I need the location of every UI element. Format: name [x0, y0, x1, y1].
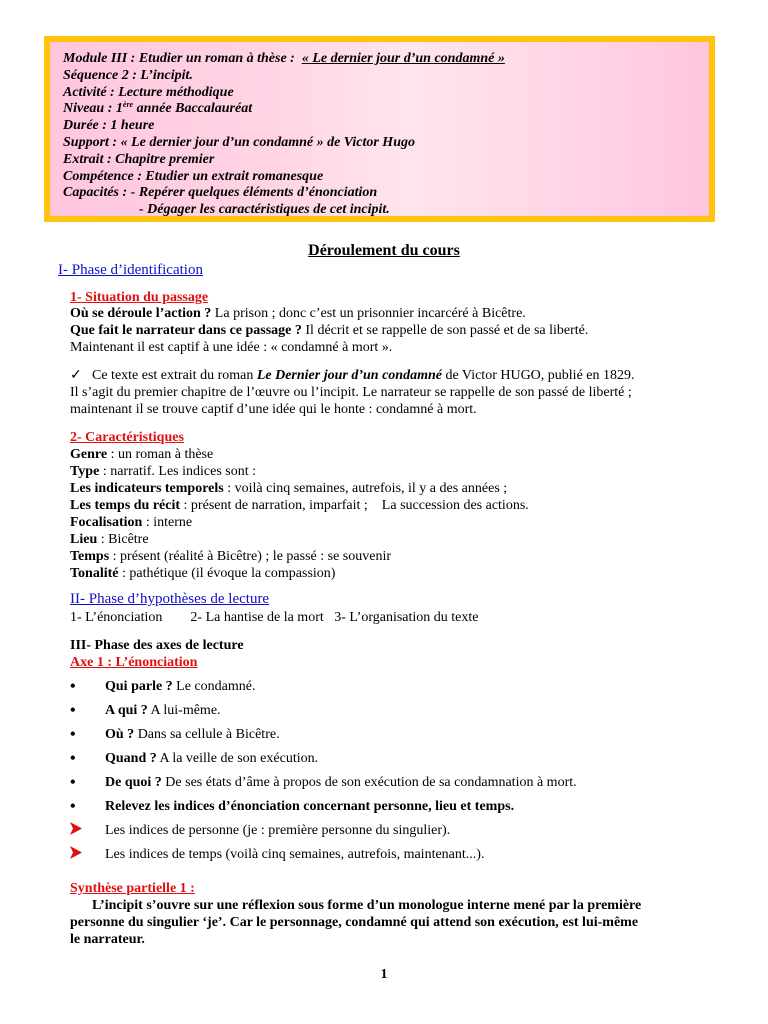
hypotheses-line: 1- L’énonciation 2- La hantise de la mort 3- L’organisation du texte [70, 610, 479, 625]
sequence-line: Séquence 2 : L’incipit. [63, 67, 193, 83]
axis1-heading: Axe 1 : L’énonciation [70, 655, 198, 670]
characteristics-list [70, 446, 730, 582]
arrow-bullet-icon [70, 822, 90, 839]
course-info-box [44, 36, 715, 222]
phase3-heading: III- Phase des axes de lecture [70, 638, 244, 653]
list-item: • Quand ? A la veille de son exécution. [70, 750, 319, 767]
questions-list [70, 678, 730, 870]
question-2: Que fait le narrateur dans ce passage ? Il décrit et se rappelle de son passé et de sa liberté. [70, 323, 589, 338]
check-icon: ✓ [70, 368, 82, 383]
char-item: Les indicateurs temporels : voilà cinq semaines, autrefois, il y a des années ; [70, 481, 508, 496]
page-title: Déroulement du cours [308, 242, 460, 259]
bullet-icon: • [70, 702, 76, 719]
phase2-heading: II- Phase d’hypothèses de lecture [70, 591, 270, 607]
list-item: Les indices de temps (voilà cinq semaines, autrefois, maintenant...). [70, 846, 730, 870]
support-line: Support : « Le dernier jour d’un condamné » de Victor Hugo [63, 134, 415, 150]
synthesis-heading: Synthèse partielle 1 : [70, 881, 195, 896]
situation-line-3: Maintenant il est captif à une idée : « condamné à mort ». [70, 340, 393, 355]
char-item: Lieu : Bicêtre [70, 532, 149, 547]
list-item: • De quoi ? De ses états d’âme à propos de son exécution de sa condamnation à mort. [70, 774, 577, 791]
synthesis-text: L’incipit s’ouvre sur une réflexion sous forme d’un monologue interne mené par la première personne du singulier ‘je’. Car le personnage, condamné qui attend son exécution, est lui-même le narrateur. [70, 898, 642, 947]
list-item: • Qui parle ? Le condamné. [70, 678, 256, 695]
bullet-icon: • [70, 726, 76, 743]
activity-line: Activité : Lecture méthodique [63, 84, 234, 100]
characteristics-heading: 2- Caractéristiques [70, 430, 184, 445]
question-1: Où se déroule l’action ? La prison ; donc c’est un prisonnier incarcéré à Bicêtre. [70, 306, 526, 321]
module-line: Module III : Etudier un roman à thèse : « Le dernier jour d’un condamné » [63, 51, 505, 66]
phase1-heading: I- Phase d’identification [58, 262, 203, 278]
bullet-icon: • [70, 774, 76, 791]
char-item: Tonalité : pathétique (il évoque la compassion) [70, 566, 336, 581]
duration-line: Durée : 1 heure [63, 118, 155, 134]
capacities-line-1: Capacités : - Repérer quelques éléments d’énonciation [63, 185, 378, 201]
bullet-icon: • [70, 750, 76, 767]
list-item: • Où ? Dans sa cellule à Bicêtre. [70, 726, 280, 743]
page-number: 1 [380, 967, 388, 982]
situation-text [70, 305, 730, 356]
capacities-line-2: - Dégager les caractéristiques de cet incipit. [139, 202, 390, 218]
list-item: • A qui ? A lui-même. [70, 702, 221, 719]
char-item: Focalisation : interne [70, 515, 193, 530]
competence-line: Compétence : Etudier un extrait romanesque [63, 168, 324, 184]
situation-heading: 1- Situation du passage [70, 290, 209, 305]
char-item: Les temps du récit : présent de narration, imparfait ; La succession des actions. [70, 498, 529, 513]
list-item: • Relevez les indices d’énonciation concernant personne, lieu et temps. [70, 798, 515, 815]
extract-paragraph: ✓ Ce texte est extrait du roman Le Dernier jour d’un condamné de Victor HUGO, publié en 1829. Il s’agit du premier chapitre de l’œuvre ou l’incipit. Le narrateur se rappelle de son passé de liberté ; maintenant il se trouve captif d’une idée qui le honte : condamné à mort. [70, 368, 635, 417]
excerpt-line: Extrait : Chapitre premier [63, 151, 215, 167]
char-item: Temps : présent (réalité à Bicêtre) ; le passé : se souvenir [70, 549, 392, 564]
char-item: Genre : un roman à thèse [70, 447, 214, 462]
list-item: Les indices de personne (je : première personne du singulier). [70, 822, 730, 846]
bullet-icon: • [70, 678, 76, 695]
arrow-bullet-icon [70, 846, 90, 863]
char-item: Type : narratif. Les indices sont : [70, 464, 256, 479]
bullet-icon: • [70, 798, 76, 815]
level-line: Niveau : 1ère année Baccalauréat [63, 100, 253, 117]
